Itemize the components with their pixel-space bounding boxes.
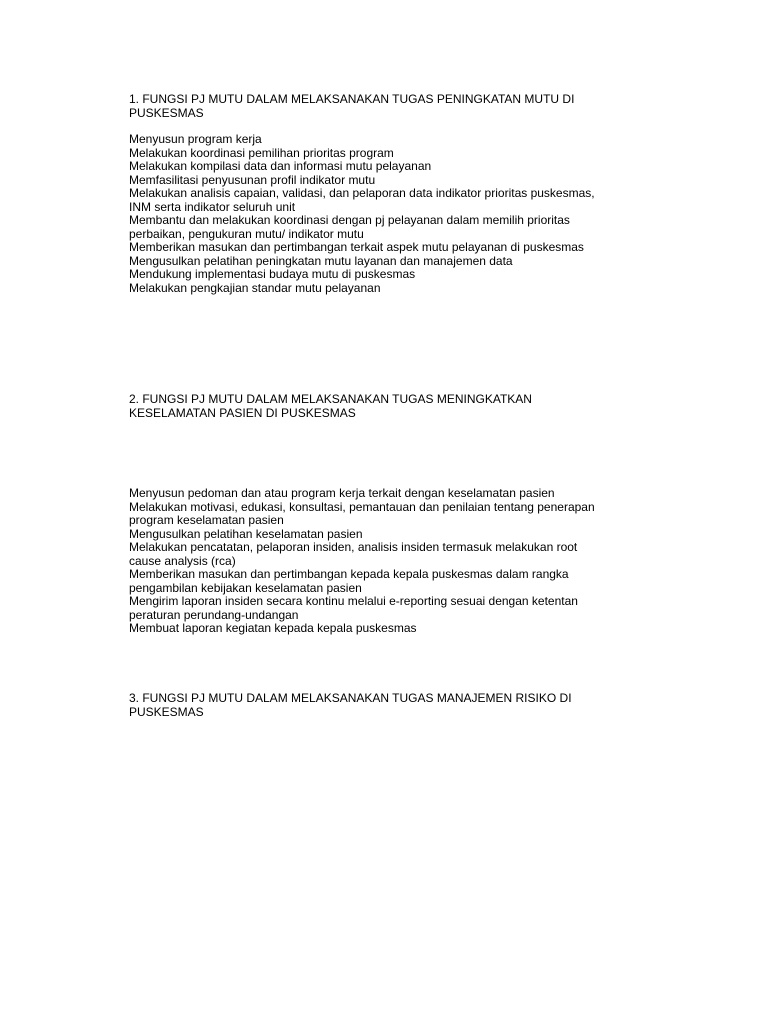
list-item: Memberikan masukan dan pertimbangan terkait aspek mutu pelayanan di puskesmas <box>129 240 584 254</box>
list-item: Mengusulkan pelatihan peningkatan mutu layanan dan manajemen data <box>129 253 513 268</box>
list-item: Melakukan koordinasi pemilihan prioritas program <box>129 145 394 160</box>
section-3-heading: 3. FUNGSI PJ MUTU DALAM MELAKSANAKAN TUGAS MANAJEMEN RISIKO DI PUSKESMAS <box>129 691 572 719</box>
list-item: Mengirim laporan insiden secara kontinu melalui e-reporting sesuai dengan ketentan peraturan perundang-undangan <box>129 594 578 622</box>
list-item: Membantu dan melakukan koordinasi dengan pj pelayanan dalam memilih prioritas perbaikan, pengukuran mutu/ indikator mutu <box>129 213 570 241</box>
list-item: Mendukung implementasi budaya mutu di puskesmas <box>129 267 416 281</box>
list-item: Memberikan masukan dan pertimbangan kepada kepala puskesmas dalam rangka pengambilan kebijakan keselamatan pasien <box>129 567 569 595</box>
list-item: Melakukan motivasi, edukasi, konsultasi, pemantauan dan penilaian tentang penerapan program keselamatan pasien <box>129 499 595 527</box>
section-3 <box>129 692 599 719</box>
section-2-list <box>129 487 599 636</box>
list-item: Menyusun program kerja <box>129 132 262 146</box>
section-1 <box>129 93 599 295</box>
list-item: Melakukan pengkajian standar mutu pelayanan <box>129 280 381 295</box>
list-item: Menyusun pedoman dan atau program kerja terkait dengan keselamatan pasien <box>129 486 555 500</box>
document-page <box>129 92 599 719</box>
list-item: Membuat laporan kegiatan kepada kepala puskesmas <box>129 621 417 635</box>
list-item: Mengusulkan pelatihan keselamatan pasien <box>129 526 363 541</box>
list-item: Melakukan pencatatan, pelaporan insiden, analisis insiden termasuk melakukan root cause analysis (rca) <box>129 540 578 568</box>
section-1-list <box>129 133 599 295</box>
list-item: Melakukan analisis capaian, validasi, dan pelaporan data indikator prioritas puskesmas, INM serta indikator seluruh unit <box>129 186 595 214</box>
list-item: Memfasilitasi penyusunan profil indikator mutu <box>129 172 376 187</box>
list-item: Melakukan kompilasi data dan informasi mutu pelayanan <box>129 159 432 173</box>
section-2-heading: 2. FUNGSI PJ MUTU DALAM MELAKSANAKAN TUGAS MENINGKATKAN KESELAMATAN PASIEN DI PUSKESMAS <box>129 392 532 420</box>
section-1-heading: 1. FUNGSI PJ MUTU DALAM MELAKSANAKAN TUGAS PENINGKATAN MUTU DI PUSKESMAS <box>129 92 575 120</box>
section-2 <box>129 393 599 420</box>
